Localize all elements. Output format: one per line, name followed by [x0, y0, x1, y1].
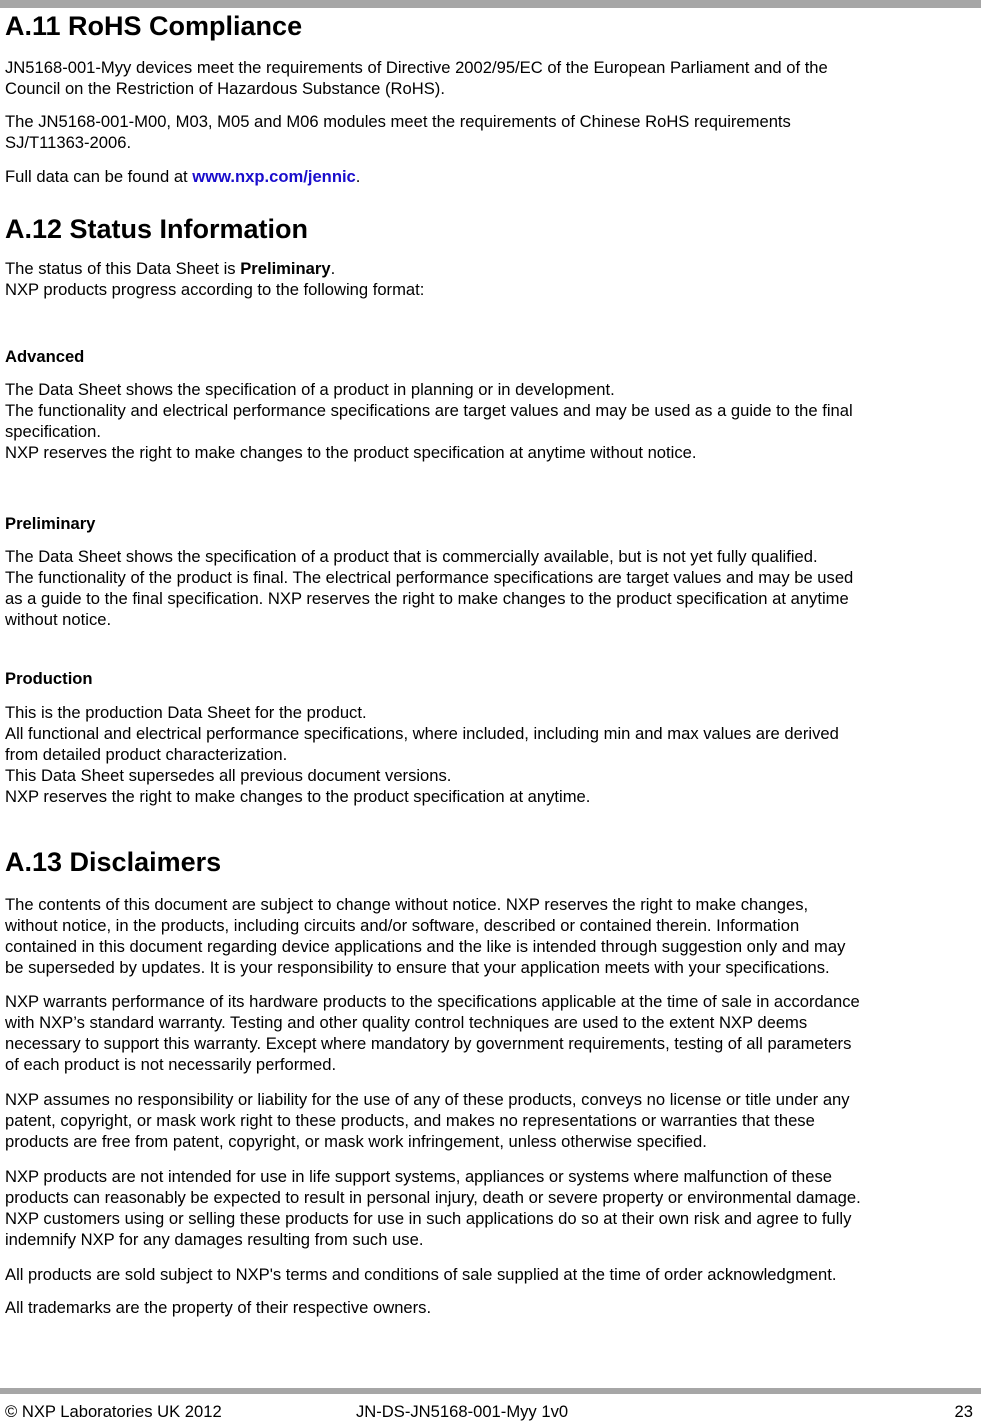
- section-heading-rohs: A.11 RoHS Compliance: [5, 11, 303, 41]
- text-line: SJ/T11363-2006.: [5, 133, 132, 152]
- production-paragraph: [5, 702, 839, 807]
- rohs-paragraph-3: [5, 166, 360, 187]
- text-line: NXP assumes no responsibility or liability for the use of any of these products, conveys no license or title under any: [5, 1090, 850, 1109]
- rohs-paragraph-2: [5, 111, 791, 153]
- section-heading-status: A.12 Status Information: [5, 214, 309, 244]
- text-line: products are free from patent, copyright, or mask work infringement, unless otherwise specified.: [5, 1132, 707, 1151]
- text-line: contained in this document regarding device applications and the like is intended through suggestion only and may: [5, 937, 846, 956]
- status-paragraph: [5, 258, 424, 300]
- text-line: without notice.: [5, 610, 112, 629]
- text-line: The functionality of the product is final. The electrical performance specifications are target values and may be used: [5, 568, 854, 587]
- text-line: without notice, in the products, including circuits and/or software, described or contained therein. Information: [5, 916, 800, 935]
- text-line: necessary to support this warranty. Except where mandatory by government requirements, testing of all parameters: [5, 1034, 852, 1053]
- status-value: Preliminary: [240, 259, 331, 278]
- text-line: The status of this Data Sheet is: [5, 259, 241, 278]
- text-line: NXP products are not intended for use in life support systems, appliances or systems where malfunction of these: [5, 1167, 833, 1186]
- text-line: This Data Sheet supersedes all previous document versions.: [5, 766, 452, 785]
- text-line: specification.: [5, 422, 101, 441]
- text-line: All functional and electrical performance specifications, where included, including min and max values are derived: [5, 724, 839, 743]
- preliminary-paragraph: [5, 546, 853, 630]
- disclaimer-paragraph-3: [5, 1089, 850, 1152]
- rohs-paragraph-1: [5, 57, 828, 99]
- top-rule: [0, 0, 981, 8]
- text-line: patent, copyright, or mask work right to these products, and makes no representations or warranties that these: [5, 1111, 815, 1130]
- disclaimer-paragraph-4: [5, 1166, 861, 1250]
- advanced-paragraph: [5, 379, 853, 463]
- nxp-jennic-link[interactable]: www.nxp.com/jennic: [192, 167, 356, 186]
- subheading-advanced: Advanced: [5, 347, 85, 366]
- text-line: with NXP’s standard warranty. Testing and other quality control techniques are used to the extent NXP deems: [5, 1013, 808, 1032]
- text-line: Council on the Restriction of Hazardous Substance (RoHS).: [5, 79, 445, 98]
- text-line: JN5168-001-Myy devices meet the requirements of Directive 2002/95/EC of the European Parliament and of the: [5, 58, 828, 77]
- text-line: NXP warrants performance of its hardware products to the specifications applicable at the time of sale in accordance: [5, 992, 860, 1011]
- section-heading-disclaimers: A.13 Disclaimers: [5, 847, 222, 877]
- disclaimer-paragraph-6: All trademarks are the property of their respective owners.: [5, 1298, 432, 1317]
- footer-page-number: 23: [954, 1402, 973, 1421]
- subheading-preliminary: Preliminary: [5, 514, 96, 533]
- text-line: The Data Sheet shows the specification of a product that is commercially available, but is not yet fully qualified.: [5, 547, 818, 566]
- text-line: from detailed product characterization.: [5, 745, 288, 764]
- text-line: of each product is not necessarily performed.: [5, 1055, 337, 1074]
- text-line: NXP customers using or selling these products for use in such applications do so at their own risk and agree to fully: [5, 1209, 852, 1228]
- footer-rule: [0, 1388, 981, 1394]
- disclaimer-paragraph-2: [5, 991, 860, 1075]
- footer-copyright: © NXP Laboratories UK 2012: [5, 1402, 222, 1421]
- subheading-production: Production: [5, 669, 93, 688]
- text-line: .: [330, 259, 336, 278]
- disclaimer-paragraph-5: All products are sold subject to NXP's terms and conditions of sale supplied at the time of order acknowledgment.: [5, 1265, 837, 1284]
- text-line: be superseded by updates. It is your responsibility to ensure that your application meets with your specifications.: [5, 958, 830, 977]
- text-line: This is the production Data Sheet for the product.: [5, 703, 367, 722]
- text-line: as a guide to the final specification. NXP reserves the right to make changes to the product specification at anytime: [5, 589, 849, 608]
- text-line: Full data can be found at: [5, 167, 193, 186]
- footer-document-id: JN-DS-JN5168-001-Myy 1v0: [356, 1402, 569, 1421]
- text-line: NXP reserves the right to make changes to the product specification at anytime without notice.: [5, 443, 697, 462]
- text-line: NXP reserves the right to make changes to the product specification at anytime.: [5, 787, 591, 806]
- disclaimer-paragraph-1: [5, 894, 845, 978]
- text-line: products can reasonably be expected to result in personal injury, death or severe property or environmental damage.: [5, 1188, 861, 1207]
- text-line: The JN5168-001-M00, M03, M05 and M06 modules meet the requirements of Chinese RoHS requirements: [5, 112, 791, 131]
- text-line: indemnify NXP for any damages resulting from such use.: [5, 1230, 424, 1249]
- text-line: .: [355, 167, 361, 186]
- text-line: The contents of this document are subject to change without notice. NXP reserves the right to make changes,: [5, 895, 809, 914]
- text-line: The Data Sheet shows the specification of a product in planning or in development.: [5, 380, 615, 399]
- text-line: The functionality and electrical performance specifications are target values and may be used as a guide to the final: [5, 401, 853, 420]
- text-line: NXP products progress according to the following format:: [5, 280, 425, 299]
